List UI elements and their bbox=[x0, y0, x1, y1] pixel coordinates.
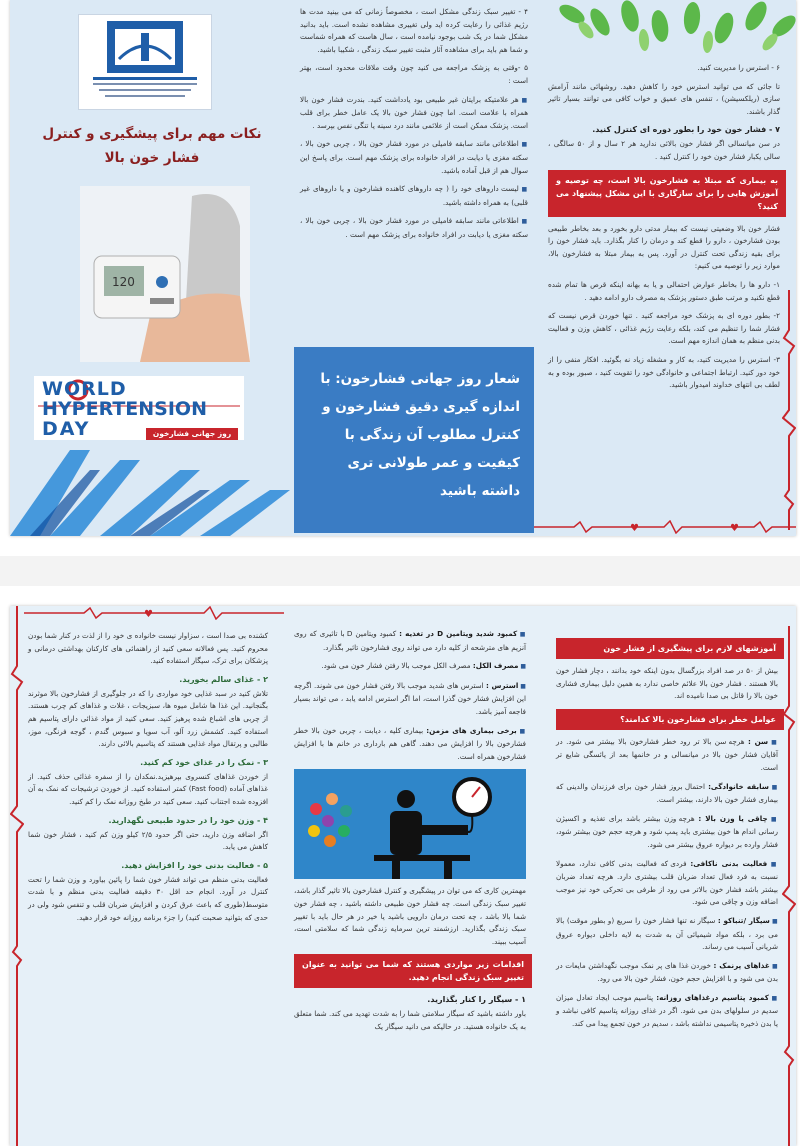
subheading-green: ۳ - نمک را در غذای خود کم کنید. bbox=[140, 757, 268, 767]
bullet-heading: فعالیت بدنی ناکافی: bbox=[690, 858, 768, 868]
bottom-left-column bbox=[28, 606, 268, 1146]
bullet-paragraph bbox=[294, 725, 526, 764]
blue-rays-decoration bbox=[10, 440, 290, 536]
brochure-outer-side bbox=[10, 0, 796, 536]
bullet-text: مصرف الکل موجب بالا رفتن فشار خون می شود. bbox=[321, 661, 471, 671]
ecg-right-edge-line-icon bbox=[782, 626, 796, 1146]
paragraph: اگر اضافه وزن دارید، حتی اگر حدود ۲/۵ کیلو وزن کم کنید ، فشار خون شما کاهش می یابد. bbox=[28, 829, 268, 852]
bullet-paragraph bbox=[556, 915, 778, 954]
bullet-paragraph bbox=[556, 858, 778, 909]
bullet-paragraph bbox=[556, 960, 778, 986]
bullet-paragraph: ■ هر علامتیکه برایتان غیر طبیعی بود یادداشت کنید. بندرت فشار خون بالا همراه با علامت است. اما چون فشار خون بالا یک عامل خطر برای قلب است. پزشک ممکن است از علائمی مانند درد سینه یا تنگی نفس بپرسد . bbox=[300, 94, 528, 133]
brochure-inner-side bbox=[10, 606, 796, 1146]
svg-text:♥: ♥ bbox=[630, 523, 639, 534]
paragraph: ۶ - استرس را مدیریت کنید. bbox=[697, 63, 780, 72]
section-heading-red: اقدامات زیر مواردی هستند که شما می توانید به عنوان تغییر سبک زندگی انجام دهید. bbox=[294, 954, 532, 988]
bullet-text: سیگار نه تنها فشار خون را سریع (و بطور موقت) بالا می برد ، بلکه مواد شیمیائی آن به شدت به لایه داخلی دیواره عروق شریانی آسیب می رساند. bbox=[556, 915, 778, 952]
svg-text:♥: ♥ bbox=[730, 523, 739, 534]
bullet-paragraph bbox=[294, 628, 526, 654]
bottom-right-column bbox=[556, 606, 778, 1146]
bullet-text: هرچه وزن بیشتر باشد برای تغذیه و اکسیژن رسانی اندام ها خون بیشتری باید پمپ شود و هرچه حجم خون بیشتر شود، فشار وارده بر دیواره عروق بیشتر می شود. bbox=[556, 813, 778, 849]
bullet-heading: کمبود پتاسیم درغذاهای روزانه: bbox=[656, 992, 769, 1002]
paragraph: کشنده بی صدا است ، سزاوار نیست خانواده ی خود را از لذت در کنار شما بودن محروم کنید. پس فعالانه سعی کنید از راهنمائی های کارکنان بهداشتی درمانی و پزشکان برای ترک، سیگار استفاده کنید. bbox=[28, 631, 268, 666]
bullet-text: استرس های شدید موجب بالا رفتن فشار خون می شوند. اگرچه این افزایش فشار خون گذرا است، اما اگر استرس ادامه یابد ، می تواند بسیار فاجعه آمیز باشد. bbox=[294, 680, 526, 716]
bullet-text: خوردن غذا های پر نمک موجب نگهداشتن مایعات در بدن می شود و با افزایش حجم خون، فشار خون بالا می رود. bbox=[556, 960, 778, 984]
paragraph: فشار خون بالا وضعیتی نیست که بیمار مدتی دارو بخورد و بعد بخاطر طبیعی بودن فشارخون ، دارو را قطع کند و درمان را کنار بگذارد. باید فشار خون را برای بقیه زندگی تحت کنترل در آورد. پس به بیمار مبتلا به فشارخون بالا، موارد زیر را توصیه می کنیم: bbox=[548, 223, 780, 271]
svg-text:120: 120 bbox=[112, 275, 135, 289]
bullet-paragraph: ■ اطلاعاتی مانند سابقه فامیلی در مورد فشار خون بالا ، چربی خون بالا ، سکته مغزی یا دیابت در افراد خانواده برای پزشک مهم است. برای پاسخ این سوال هم از قبل آماده باشید. bbox=[300, 138, 528, 177]
bullet-heading: سیگار /تنباکو : bbox=[717, 915, 770, 925]
bullet-paragraph bbox=[294, 680, 526, 719]
bullet-paragraph: ■ لیست داروهای خود را ( چه داروهای کاهنده فشارخون و یا داروهای غیر قلبی) به همراه داشته باشید. bbox=[300, 183, 528, 209]
top-right-column bbox=[548, 0, 780, 536]
paragraph: تا جائی که می توانید استرس خود را کاهش دهید. روشهائی مانند آرامش سازی (ریلکسیشن) ، تنفس های عمیق و خواب کافی می توانند بسیار تاثیر گذار باشند. bbox=[548, 81, 780, 116]
section-heading-red: عوامل خطر برای فشارخون بالا کدامند؟ bbox=[556, 709, 784, 730]
subheading-green: ۲ - غذای سالم بخورید. bbox=[179, 674, 268, 684]
paragraph: مهمترین کاری که می توان در پیشگیری و کنترل فشارخون بالا تاثیر گذار باشد، تغییر سبک زندگی است. چه فشار خون طبیعی داشته باشید ، چه فشار خون شما بالا باشد ، چه تحت درمان دارویی باشید یا خیر در هر حال باید با تغییر سبک زندگی بگذارید. ارزشمند ترین سرمایه زندگی شما که سلامتی است، آسیب ببیند. bbox=[294, 886, 526, 946]
bullet-text: پتاسیم موجب ایجاد تعادل میزان سدیم در سلولهای بدن می شود. اگر در غذای روزانه پتاسیم کافی نباشد و یا بدن ذخیره پتاسیمی نداشته باشد ، سدیم در خون تجمع پیدا می کند. bbox=[556, 992, 778, 1029]
ecg-heart-bottom-line-icon bbox=[534, 520, 796, 534]
bullet-heading: مصرف الکل: bbox=[472, 661, 519, 671]
paragraph: تلاش کنید در سبد غذایی خود مواردی را که در جلوگیری از فشارخون بالا موثرند بگنجانید. این غذا ها شامل میوه ها، سبزیجات ، غلات و غذاهای کم چرب هستند. از چربی های اشباع شده پرهیز کنید. سعی کنید از مواد غذائی دارای پتاسیم هم استفاده کنید. کشمش زرد آلو، آب سویا و سبوس گندم ، گوجه فرنگی، موز، طالبی و پرتقال مواد غذایی هستند که پتاسیم بالائی دارند. bbox=[28, 688, 268, 749]
university-logo bbox=[78, 14, 212, 110]
bullet-heading: برخی بیماری های مزمن: bbox=[426, 725, 517, 735]
bullet-heading: غذاهای پرنمک : bbox=[713, 960, 770, 970]
bullet-text: احتمال بروز فشار خون برای فرزندان والدینی که بیماری فشار خون بالا دارند، بیشتر است. bbox=[556, 781, 778, 805]
bullet-paragraph bbox=[294, 660, 526, 674]
bottom-middle-column bbox=[290, 606, 530, 1146]
bullet-heading: کمبود شدید ویتامین D در تغذیه : bbox=[399, 629, 518, 638]
whd-line1: WORLD bbox=[42, 378, 127, 400]
bullet-text: هرچه سن بالا تر رود خطر فشارخون بالا بیشتر می شود. در آقایان فشار خون بالا در میانسالی و در خانمها بعد از یائسگی شایع تر است. bbox=[556, 736, 778, 772]
paragraph: ۵ -وقتی به پزشک مراجعه می کنید چون وقت ملاقات محدود است، بهتر است : bbox=[300, 63, 528, 85]
bullet-paragraph bbox=[556, 992, 778, 1031]
blood-pressure-monitor-image bbox=[80, 186, 250, 362]
slogan-box: شعار روز جهانی فشارخون: با اندازه گیری دقیق فشارخون و کنترل مطلوب آن زندگی با کیفیت و عمر طولانی تری داشته باشید bbox=[294, 347, 534, 533]
paragraph: ۱- دارو ها را بخاطر عوارض احتمالی و یا به بهانه اینکه قرص ها تمام شده قطع نکنید و مرتب طبق دستور پزشک به مصرف دارو ادامه دهید . bbox=[548, 279, 780, 302]
subheading: ۷ - فشار خون خود را بطور دوره ای کنترل کنید. bbox=[592, 125, 780, 135]
ecg-heartbeat-line-icon bbox=[782, 290, 796, 530]
paragraph: فعالیت بدنی منظم می تواند فشار خون شما را پائین بیاورد و وزن شما را تحت کنترل در آورد. انجام حد اقل ۳۰ دقیقه فعالیت بدنی منظم و با شدت متوسط(طوری که باعث عرق کردن و افزایش ضربان قلب و تنفس شود ولی در حدی که بتوانید صحبت کنید) را جزء برنامه روزانه خود قرار دهید. bbox=[28, 874, 269, 922]
paragraph: ۳- استرس را مدیریت کنید، به کار و مشغله زیاد نه بگوئید. افکار منفی را از خود دور کنید. ارتباط اجتماعی و خانوادگی خود را تقویت کنید ، صبور بوده و به لطف بی انتهای خداوند امیدوار باشید. bbox=[548, 354, 780, 390]
bullet-heading: استرس : bbox=[486, 680, 519, 690]
bullet-text: کمبود ویتامین D با تاثیری که روی آنزیم های مترشحه از کلیه دارد می تواند روی فشارخون تاثیر بگذارد. bbox=[294, 629, 526, 652]
whd-line3: DAY bbox=[42, 418, 91, 440]
paragraph: بیش از ۵۰ در صد افراد بزرگسال بدون اینکه خود بدانند ، دچار فشار خون بالا هستند . فشار خون بالا علائم خاصی ندارد به همین دلیل بیماری فشاری خون بالا را قاتل بی صدا نامیده اند. bbox=[556, 666, 778, 701]
svg-text:♥: ♥ bbox=[144, 609, 153, 620]
bullet-heading: سن : bbox=[748, 736, 769, 746]
bullet-paragraph bbox=[556, 736, 778, 775]
whd-line2: HYPERTENSION bbox=[42, 398, 207, 420]
subheading-green: ۵ - فعالیت بدنی خود را افزایش دهید. bbox=[121, 860, 268, 870]
subheading: ۱ - سیگار را کنار بگذارید. bbox=[427, 995, 526, 1005]
brochure-title: نکات مهم برای پیشگیری و کنترل فشار خون بالا bbox=[42, 126, 262, 166]
page-divider bbox=[0, 556, 800, 586]
bullet-heading: سابقه خانوادگی: bbox=[708, 781, 769, 791]
section-heading-red: آموزشهای لازم برای پیشگیری از فشار خون bbox=[556, 638, 784, 659]
bullet-text: فردی که فعالیت بدنی کافی ندارد، معمولا نسبت به فرد فعال تعداد ضربان قلب بیشتری دارد. هرچه تعداد ضربان بیشتر باشد فشار خون بالاتر می رود از طرفی بی تحرکی خود نیز موجب اضافه وزن و چاقی می شود. bbox=[556, 858, 778, 907]
bullet-paragraph: ■ اطلاعاتی مانند سابقه فامیلی در مورد فشار خون بالا ، چربی خون بالا ، سکته مغزی یا دیابت در افراد خانواده برای پزشک مهم است . bbox=[300, 215, 528, 241]
bullet-heading: چاقی یا وزن بالا : bbox=[698, 813, 768, 823]
blood-pressure-check-illustration bbox=[294, 769, 526, 879]
paragraph: ۲- بطور دوره ای به پزشک خود مراجعه کنید . تنها خوردن قرص نیست که فشار شما را تنظیم می کند، بلکه رعایت رژیم غذائی ، کاهش وزن و فعالیت بدنی منظم به همان اندازه مهم است. bbox=[548, 311, 780, 346]
bullet-paragraph bbox=[556, 781, 778, 807]
section-heading-red: به بیماری که مبتلا به فشارخون بالا است، چه توصیه و آموزش هایی را برای سازگاری با این مشکل پیشنهاد می کنید؟ bbox=[548, 170, 786, 217]
whd-persian: روز جهانی فشارخون bbox=[152, 429, 232, 438]
world-hypertension-day-badge bbox=[34, 376, 244, 442]
paragraph: در سن میانسالی اگر فشار خون بالائی ندارید هر ۲ سال و از ۵۰ سالگی ، سالی یکبار فشار خون خود را کنترل کنید . bbox=[548, 139, 780, 161]
paragraph: باور داشته باشید که سیگار سلامتی شما را به شدت تهدید می کند. شما متعلق به یک خانواده هستید. در حالیکه می دانید سیگار یک bbox=[294, 1009, 526, 1031]
subheading-green: ۴ - وزن خود را در حدود طبیعی نگهدارید. bbox=[108, 815, 268, 825]
paragraph: ۴ - تغییر سبک زندگی مشکل است ، مخصوصاً زمانی که می بینید مدت ها رژیم غذائی را رعایت کرده اید ولی تغییری مشاهده نشده است. باید بدانید مشکل شما در یک شب بوجود نیامده است ، سال هاست که همراه شماست و شما هم باید برای مشاهده آثار مثبت تغییر سبک زندگی ، شکیبا باشید. bbox=[300, 7, 528, 54]
bullet-text: بیماری کلیه ، دیابت ، چربی خون بالا خطر فشارخون بالا را افزایش می دهند. گاهی هم بارداری در خانم ها با افزایش فشارخون همراه است. bbox=[294, 725, 526, 761]
paragraph: از خوردن غذاهای کنسروی بپرهیزید.نمکدان را از سفره غذائی حذف کنید. از غذاهای آماده (Fast food) کمتر استفاده کنید. از خوردن ترشیجات که نمک به آن افزوده شده اجتناب کنید. سعی کنید در طبخ روزانه نمک را کم کنید. bbox=[28, 771, 268, 806]
bullet-paragraph bbox=[556, 813, 778, 852]
ecg-left-edge-line-icon bbox=[10, 606, 24, 1146]
